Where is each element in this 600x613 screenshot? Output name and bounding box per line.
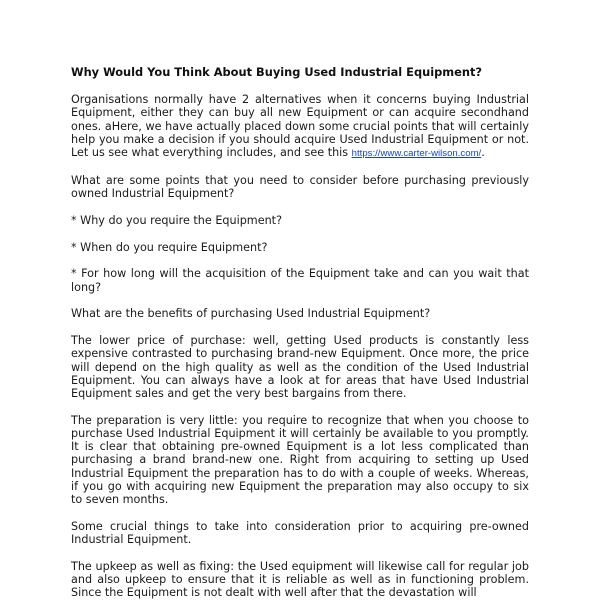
- document-page: [71, 66, 529, 613]
- paragraph-benefits-heading: What are the benefits of purchasing Used Industrial Equipment?: [71, 307, 431, 321]
- bullet-how-long: * For how long will the acquisition of the Equipment take and can you wait that long?: [71, 267, 529, 294]
- paragraph-crucial-things: Some crucial things to take into consideration prior to acquiring pre-owned Industrial Equipment.: [71, 519, 529, 547]
- intro-end: .: [481, 146, 485, 160]
- carter-wilson-link[interactable]: https://www.carter-wilson.com/: [351, 148, 482, 160]
- intro-text: Organisations normally have 2 alternatives when it concerns buying Industrial Equipment, either they can buy all new Equipment or can acquire secondhand ones. aHere, we have actually placed down some crucial points that will certainly help you make a decision if you should acquire Used Industrial Equipment or not. Let us see what everything includes, and see this: [71, 93, 529, 160]
- intro-paragraph: [71, 93, 529, 160]
- bullet-why: * Why do you require the Equipment?: [71, 213, 283, 227]
- document-title: Why Would You Think About Buying Used Industrial Equipment?: [71, 65, 483, 79]
- paragraph-preparation: The preparation is very little: you require to recognize that when you choose to purchase Used Industrial Equipment it will certainly be available to you promptly. It is clear that obtaining pre-owned Equipment is a lot less complicated than purchasing a brand brand-new one. Right from acquiring to setting up Used Industrial Equipment the preparation has to do with a couple of weeks. Whereas, if you go with acquiring new Equipment the preparation may also occupy to six to seven months.: [71, 413, 529, 507]
- paragraph-lower-price: The lower price of purchase: well, getting Used products is constantly less expensive contrasted to purchasing brand-new Equipment. Once more, the price will depend on the high quality as well as the condition of the Used Industrial Equipment. You can always have a look at for areas that have Used Industrial Equipment sales and get the very best bargains from there.: [71, 334, 529, 401]
- bullet-when: * When do you require Equipment?: [71, 240, 268, 254]
- paragraph-upkeep: The upkeep as well as fixing: the Used equipment will likewise call for regular job and also upkeep to ensure that it is reliable as well as in functioning problem. Since the Equipment is not dealt with well after that the devastation will: [71, 559, 529, 600]
- paragraph-considerations: What are some points that you need to consider before purchasing previously owned Industrial Equipment?: [71, 173, 529, 201]
